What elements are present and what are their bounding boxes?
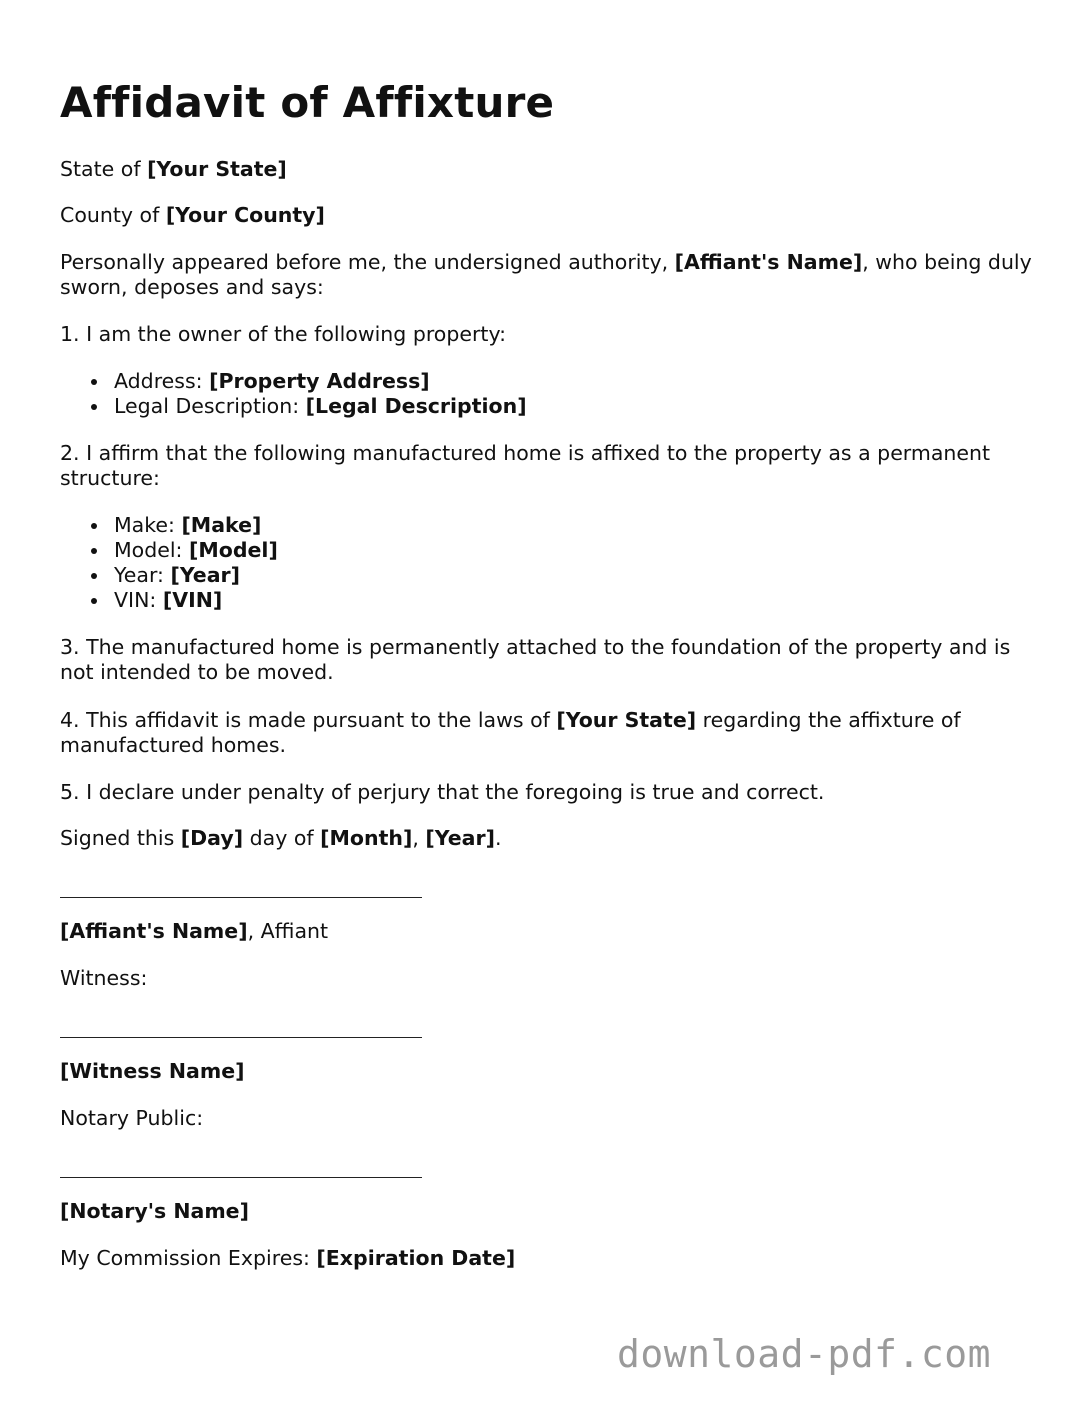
list-item: Model: [Model]	[60, 538, 278, 563]
month-placeholder: [Month]	[320, 826, 413, 850]
commission-line: My Commission Expires: [Expiration Date]	[60, 1246, 516, 1270]
item-4: 4. This affidavit is made pursuant to the laws of [Your State] regarding the affixture of manufactured homes.	[60, 708, 961, 757]
affiant-signature-line	[60, 897, 422, 898]
state-placeholder: [Your State]	[556, 708, 697, 732]
notary-name: [Notary's Name]	[60, 1199, 249, 1223]
witness-label: Witness:	[60, 966, 148, 990]
affiant-caption: [Affiant's Name], Affiant	[60, 919, 329, 943]
document-title: Affidavit of Affixture	[60, 78, 555, 127]
item-5: 5. I declare under penalty of perjury that the foregoing is true and correct.	[60, 780, 825, 804]
property-list	[60, 369, 527, 419]
item-1: 1. I am the owner of the following property:	[60, 322, 506, 346]
home-details-list	[60, 513, 278, 613]
notary-label: Notary Public:	[60, 1106, 204, 1130]
item-3: 3. The manufactured home is permanently attached to the foundation of the property and is not intended to be moved.	[60, 635, 1011, 684]
expiration-date-placeholder: [Expiration Date]	[316, 1246, 516, 1270]
list-item: Make: [Make]	[60, 513, 278, 538]
intro-paragraph: Personally appeared before me, the undersigned authority, [Affiant's Name], who being duly sworn, deposes and says:	[60, 250, 1032, 299]
list-item: Year: [Year]	[60, 563, 278, 588]
affiant-name-placeholder: [Affiant's Name]	[674, 250, 863, 274]
witness-signature-line	[60, 1037, 422, 1038]
witness-name: [Witness Name]	[60, 1059, 245, 1083]
watermark: download-pdf.com	[617, 1332, 992, 1376]
item-2: 2. I affirm that the following manufactured home is affixed to the property as a permanent structure:	[60, 441, 991, 490]
day-placeholder: [Day]	[180, 826, 244, 850]
county-line: County of [Your County]	[60, 203, 325, 227]
state-placeholder: [Your State]	[147, 157, 287, 181]
state-line: State of [Your State]	[60, 157, 287, 181]
county-placeholder: [Your County]	[165, 203, 325, 227]
list-item: Address: [Property Address]	[60, 369, 527, 394]
signed-line: Signed this [Day] day of [Month], [Year].	[60, 826, 502, 850]
year-placeholder: [Year]	[425, 826, 495, 850]
list-item: Legal Description: [Legal Description]	[60, 394, 527, 419]
list-item: VIN: [VIN]	[60, 588, 278, 613]
notary-signature-line	[60, 1177, 422, 1178]
